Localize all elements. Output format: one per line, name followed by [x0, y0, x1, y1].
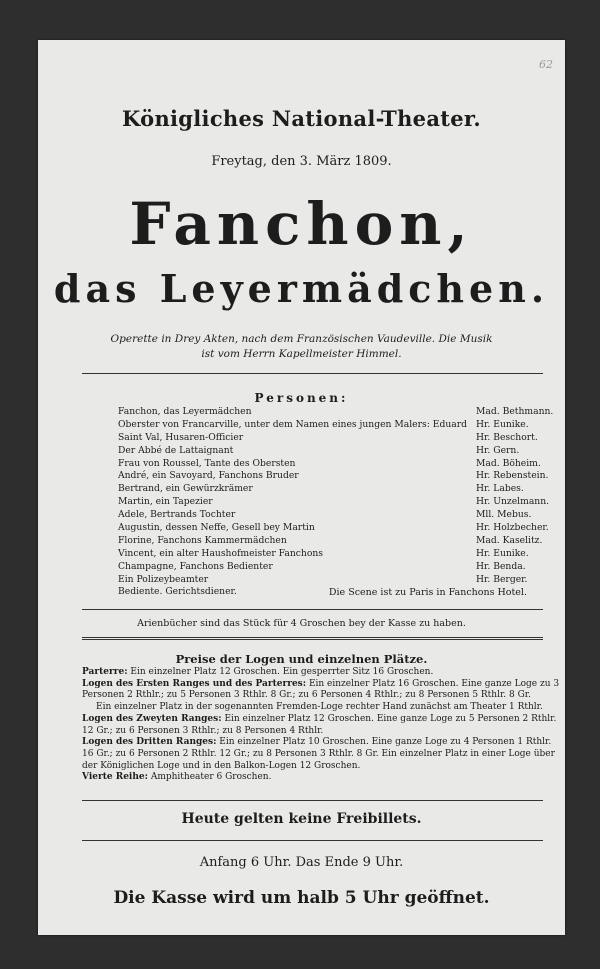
divider — [82, 840, 543, 841]
theater-name: Königliches National-Theater. — [122, 106, 481, 131]
pencil-annotation: 62 — [539, 58, 553, 71]
actor-name: Hr. Beschort. — [476, 431, 538, 443]
cast-row — [118, 483, 558, 496]
role-name: Saint Val, Husaren-Officier — [118, 431, 244, 443]
cast-row — [118, 574, 558, 587]
cast-row — [118, 458, 558, 471]
price-label: Vierte Reihe: — [82, 772, 148, 783]
freibillets-note: Heute gelten keine Freibillets. — [181, 811, 422, 827]
play-title: Fanchon, — [129, 190, 474, 258]
role-name: André, ein Savoyard, Fanchons Bruder — [118, 470, 299, 482]
divider — [82, 637, 543, 640]
price-logen-3 — [82, 737, 562, 772]
prices-heading: Preise der Logen und einzelnen Plätze. — [175, 652, 428, 666]
actor-name: Hr. Gern. — [476, 444, 520, 456]
cast-row — [118, 509, 558, 522]
description-line: ist vom Herrn Kapellmeister Himmel. — [201, 348, 402, 360]
price-label: Parterre: — [82, 667, 128, 677]
role-name: Champagne, Fanchons Bedienter — [118, 560, 273, 572]
price-logen-1 — [82, 679, 562, 702]
role-name: Bertrand, ein Gewürzkrämer — [118, 483, 253, 495]
cast-row — [118, 496, 558, 509]
cast-row — [118, 445, 558, 458]
divider — [82, 373, 543, 374]
cast-row — [118, 535, 558, 548]
actor-name: Mad. Kaselitz. — [476, 534, 543, 546]
price-text: Ein einzelner Platz 10 Groschen. Eine ganze Loge zu 4 Personen 1 Rthlr. 16 Gr.; zu 6 Personen 2 Rthlr. 12 Gr.; zu 8 Personen 3 Rthlr. 8 Gr. Ein einzelner Platz in einer Loge über der Königlichen Loge und in den Balkon-Logen 12 Groschen. — [82, 737, 555, 771]
cast-list — [118, 406, 558, 599]
actor-name: Hr. Rebenstein. — [476, 470, 549, 482]
role-name: Augustin, dessen Neffe, Gesell bey Martin — [118, 522, 315, 534]
playbill-sheet — [38, 40, 565, 935]
actor-name: Hr. Benda. — [476, 560, 526, 572]
price-logen-2 — [82, 714, 562, 737]
actor-name: Mll. Mebus. — [476, 509, 532, 521]
price-label: Logen des Dritten Ranges: — [82, 737, 217, 748]
price-parterre — [82, 667, 562, 679]
divider — [82, 609, 543, 610]
actor-name: Mad. Böheim. — [476, 457, 541, 469]
price-fremden-loge: Ein einzelner Platz in der sogenannten Fremden-Loge rechter Hand zunächst am Theater 1 Rthlr. — [96, 702, 543, 713]
start-end-times: Anfang 6 Uhr. Das Ende 9 Uhr. — [199, 855, 404, 870]
play-description — [38, 332, 565, 362]
role-name: Vincent, ein alter Haushofmeister Fanchons — [118, 547, 324, 559]
play-subtitle: das Leyermädchen. — [53, 266, 550, 311]
price-vierte-reihe — [82, 772, 562, 784]
cast-row — [118, 419, 558, 432]
actor-name: Hr. Holzbecher. — [476, 522, 549, 534]
actor-name: Hr. Unzelmann. — [476, 496, 550, 508]
role-name: Fanchon, das Leyermädchen — [118, 406, 252, 417]
role-name: Oberster von Francarville, unter dem Namen eines jungen Malers: Eduard — [118, 418, 467, 430]
prices-list — [82, 667, 562, 784]
actor-name: Hr. Eunike. — [476, 547, 529, 559]
cast-row — [118, 522, 558, 535]
actor-name: Mad. Bethmann. — [476, 406, 554, 417]
price-label: Logen des Ersten Ranges und des Parterres: — [82, 678, 307, 689]
role-name: Florine, Fanchons Kammermädchen — [118, 534, 287, 546]
scene-note: Die Scene ist zu Paris in Fanchons Hotel. — [328, 587, 527, 598]
role-name: Martin, ein Tapezier — [118, 496, 213, 508]
price-text: Ein einzelner Platz 12 Groschen. Ein gesperrter Sitz 16 Groschen. — [130, 667, 434, 677]
role-name: Frau von Roussel, Tante des Obersten — [118, 457, 296, 469]
cast-row — [118, 548, 558, 561]
price-text: Ein einzelner Platz 12 Groschen. Eine ganze Loge zu 5 Personen 2 Rthlr. 12 Gr.; zu 6 Personen 3 Rthlr.; zu 8 Personen 4 Rthlr. — [82, 713, 557, 736]
cast-row — [118, 470, 558, 483]
box-office-note: Die Kasse wird um halb 5 Uhr geöffnet. — [113, 888, 490, 908]
cast-row — [118, 561, 558, 574]
role-name: Ein Polizeybeamter — [118, 573, 209, 585]
role-name: Der Abbé de Lattaignant — [118, 444, 234, 456]
cast-row — [118, 406, 558, 419]
libretto-note: Arienbücher sind das Stück für 4 Groschen bey der Kasse zu haben. — [137, 618, 466, 629]
actor-name: Hr. Eunike. — [476, 418, 529, 430]
actor-name: Hr. Berger. — [476, 573, 528, 585]
cast-heading: Personen: — [254, 391, 349, 405]
divider — [82, 800, 543, 801]
actor-name: Hr. Labes. — [476, 483, 524, 495]
role-name: Bediente. Gerichtsdiener. — [118, 586, 237, 598]
price-text: Amphitheater 6 Groschen. — [150, 772, 272, 783]
price-text: Ein einzelner Platz 16 Groschen. Eine ganze Loge zu 3 Personen 2 Rthlr.; zu 5 Personen 3 Rthlr. 8 Gr.; zu 6 Personen 4 Rthlr.; zu 8 Personen 5 Rthlr. 8 Gr. — [82, 678, 560, 701]
performance-date: Freytag, den 3. März 1809. — [211, 154, 392, 169]
role-name: Adele, Bertrands Tochter — [118, 509, 236, 521]
description-line: Operette in Drey Akten, nach dem Französischen Vaudeville. Die Musik — [110, 333, 493, 345]
cast-row — [118, 432, 558, 445]
price-label: Logen des Zweyten Ranges: — [82, 713, 222, 724]
